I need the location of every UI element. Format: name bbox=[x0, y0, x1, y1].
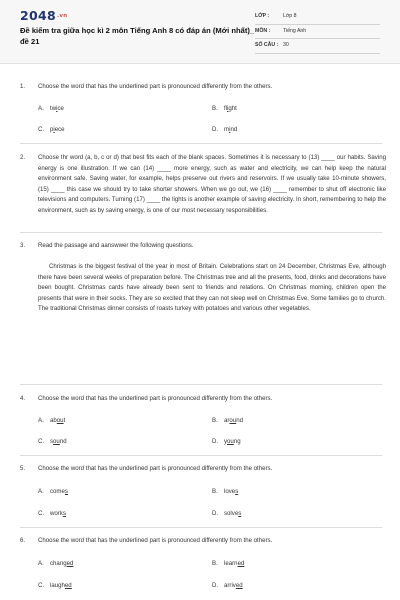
class-value: Lớp 8 bbox=[283, 13, 297, 19]
word-part: ght bbox=[228, 105, 237, 112]
subject-label: MÔN : bbox=[255, 27, 271, 34]
word-part: y bbox=[224, 438, 228, 445]
underlined-part: ed bbox=[66, 560, 74, 567]
option-c[interactable] bbox=[38, 509, 66, 518]
word-part: fl bbox=[224, 105, 228, 112]
word-part: s bbox=[50, 438, 54, 445]
question-text: Choose the word that has the underlined part is pronounced differently from the others. bbox=[38, 465, 273, 472]
question-text: Choose the word that has the underlined part is pronounced differently from the others. bbox=[38, 537, 273, 544]
option-letter: C. bbox=[38, 438, 45, 445]
option-letter: A. bbox=[38, 560, 44, 567]
subject-value: Tiếng Anh bbox=[283, 27, 307, 34]
option-d[interactable] bbox=[212, 437, 241, 446]
option-a[interactable] bbox=[38, 104, 64, 113]
divider bbox=[20, 527, 382, 528]
document-title: Đề kiểm tra giữa học kì 2 môn Tiếng Anh 8 có đáp án (Mới nhất)_ đề 21 bbox=[20, 26, 255, 46]
option-c[interactable] bbox=[38, 437, 67, 446]
word-part: laugh bbox=[50, 582, 65, 589]
option-d[interactable] bbox=[212, 509, 241, 518]
option-c[interactable] bbox=[38, 581, 72, 590]
word-part: nd bbox=[59, 438, 67, 445]
question-number: 6. bbox=[20, 537, 26, 544]
question-number: 5. bbox=[20, 465, 26, 472]
word-part: tw bbox=[50, 105, 57, 112]
word-part: arriv bbox=[224, 582, 236, 589]
underlined-part: ed bbox=[235, 582, 243, 589]
underlined-part: i bbox=[56, 105, 58, 112]
option-letter: D. bbox=[212, 510, 219, 517]
word-part: ce bbox=[57, 105, 64, 112]
option-letter: B. bbox=[212, 105, 218, 112]
option-letter: C. bbox=[38, 510, 45, 517]
worksheet-header bbox=[0, 0, 400, 64]
document-meta bbox=[255, 11, 380, 55]
word-part: nd bbox=[230, 126, 238, 133]
option-letter: A. bbox=[38, 488, 44, 495]
option-d[interactable] bbox=[212, 125, 237, 134]
question-number: 3. bbox=[20, 242, 26, 249]
question-text: Choose the word that has the underlined part is pronounced differently from the others. bbox=[38, 83, 273, 90]
question-count-label: SỐ CÂU : bbox=[255, 42, 279, 48]
question-text: Choose the word that has the underlined part is pronounced differently from the others. bbox=[38, 395, 273, 402]
word-part: ece bbox=[54, 126, 65, 133]
word-part: p bbox=[50, 126, 54, 133]
option-a[interactable] bbox=[38, 416, 65, 425]
underlined-part: i bbox=[229, 126, 231, 133]
word-part: work bbox=[50, 510, 63, 517]
option-letter: B. bbox=[212, 560, 218, 567]
question-text: Choose thr word (a, b, c or d) that best fits each of the blank spaces. Sometimes it is necessary to (13) ____ our habits. Saving energy is one illustration. If we can (14) ____ more energy, such as water and electricity, we can help keep the natural environment safe. Saving water, for example, helps preserve out rivers and reservoirs. If we usually take 10-minute showers, (15) ____ this case we should try to take shorter showers. When we go out, we (16) ____ remember to shut off electronic like televisions and computers. Turning (17) ____ the lights is another example of saving electricity. In short, remembering to help the environment, such as by saving energy, is one of our most necessary responsibilities. bbox=[38, 154, 386, 214]
underlined-part: ou bbox=[53, 438, 60, 445]
divider bbox=[20, 232, 382, 233]
question-number: 2. bbox=[20, 154, 26, 161]
logo-text: 2048 bbox=[20, 8, 56, 23]
option-letter: D. bbox=[212, 582, 219, 589]
word-part: nd bbox=[236, 417, 243, 424]
underlined-part: i bbox=[53, 126, 55, 133]
option-d[interactable] bbox=[212, 581, 243, 590]
underlined-part: s bbox=[235, 488, 239, 495]
word-part: ab bbox=[50, 417, 57, 424]
meta-row-subject bbox=[255, 26, 380, 40]
option-letter: B. bbox=[212, 488, 218, 495]
meta-row-class bbox=[255, 11, 380, 25]
option-c[interactable] bbox=[38, 125, 65, 134]
option-letter: C. bbox=[38, 582, 45, 589]
question-number: 1. bbox=[20, 83, 26, 90]
option-a[interactable] bbox=[38, 559, 73, 568]
class-label: LỚP : bbox=[255, 13, 270, 19]
underlined-part: ed bbox=[64, 582, 72, 589]
underlined-part: i bbox=[227, 105, 229, 112]
option-letter: A. bbox=[38, 417, 44, 424]
underlined-part: ou bbox=[227, 438, 234, 445]
divider bbox=[20, 143, 382, 144]
question-text: Read the passage and aanswwer the following questions. bbox=[38, 242, 194, 249]
meta-row-count bbox=[255, 40, 380, 54]
reading-passage: Christmas is the biggest festival of the year in most of Britain. Celebrations start on 24 December, Christmas Eve, although there have been several weeks of preparation before. The Christmas tree and all the presents, food, drinks and decorations have been bought. Christmas cards have already been sent to friends and relations. On Christmas morning, children open the presents that were in their socks. They are so excited that they can not sleep well on Christmas Eve. Some families go to church. The traditional Christmas dinner consists of roasts turkey with potatoes and various other vegetables. bbox=[38, 263, 386, 313]
word-part: love bbox=[224, 488, 236, 495]
word-part: t bbox=[63, 417, 66, 424]
option-b[interactable] bbox=[212, 559, 244, 568]
option-letter: D. bbox=[212, 126, 219, 133]
option-b[interactable] bbox=[212, 416, 243, 425]
option-b[interactable] bbox=[212, 487, 238, 496]
word-part: m bbox=[224, 126, 230, 133]
underlined-part: ou bbox=[56, 417, 64, 424]
site-logo[interactable] bbox=[20, 8, 68, 23]
option-letter: D. bbox=[212, 438, 219, 445]
word-part: ar bbox=[224, 417, 230, 424]
word-part: chang bbox=[50, 560, 67, 567]
word-part: solve bbox=[224, 510, 239, 517]
option-letter: A. bbox=[38, 105, 44, 112]
word-part: learn bbox=[224, 560, 238, 567]
option-b[interactable] bbox=[212, 104, 237, 113]
question-number: 4. bbox=[20, 395, 26, 402]
divider bbox=[20, 455, 382, 456]
underlined-part: ou bbox=[229, 417, 237, 424]
option-a[interactable] bbox=[38, 487, 68, 496]
divider bbox=[20, 384, 382, 385]
underlined-part: s bbox=[64, 488, 68, 495]
logo-suffix: .vn bbox=[57, 13, 68, 19]
option-letter: B. bbox=[212, 417, 218, 424]
underlined-part: s bbox=[62, 510, 66, 517]
option-letter: C. bbox=[38, 126, 45, 133]
word-part: come bbox=[50, 488, 65, 495]
underlined-part: s bbox=[238, 510, 242, 517]
underlined-part: ed bbox=[237, 560, 245, 567]
question-count-value: 30 bbox=[283, 42, 289, 48]
word-part: ng bbox=[233, 438, 241, 445]
